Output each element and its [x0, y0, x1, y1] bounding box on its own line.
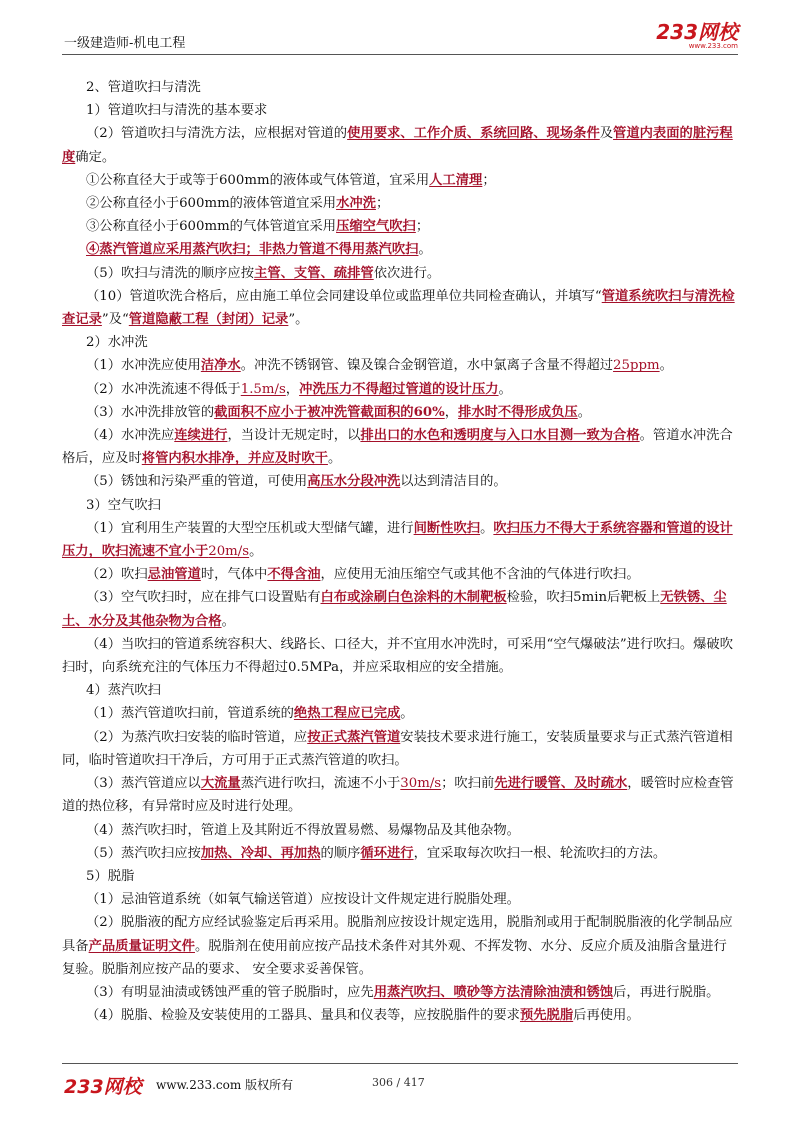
- key-point-text: 管道隐蔽工程（封闭）记录: [128, 312, 289, 328]
- text-run: 3）空气吹扫: [86, 497, 161, 513]
- text-run: 。冲洗不锈钢管、镍及镍合金钢管道，水中氯离子含量不得超过: [240, 358, 614, 374]
- text-run: （3）蒸汽管道应以: [86, 776, 201, 792]
- text-run: （1）忌油管道系统（如氧气输送管道）应按设计文件规定进行脱脂处理。: [86, 892, 520, 908]
- text-run: 。: [659, 358, 673, 374]
- text-run: ，暖管时应检查管道的热位移，有异常时应及时进行处理。: [62, 776, 734, 815]
- key-point-text: 冲洗压力不得超过管道的设计压力: [299, 381, 499, 397]
- text-run: （5）锈蚀和污染严重的管道，可使用: [86, 474, 308, 490]
- text-run: 确定。: [75, 149, 116, 165]
- paragraph: [62, 726, 738, 772]
- text-run: （4）水冲洗应: [86, 428, 175, 444]
- paragraph: [62, 679, 738, 702]
- key-point-text: 预先脱脂: [519, 1008, 574, 1024]
- text-run: ②公称直径小于600mm的液体管道宜采用: [86, 196, 337, 212]
- paragraph: [62, 819, 738, 842]
- page-header: [62, 22, 738, 55]
- text-run: 蒸汽进行吹扫，流速不小于: [240, 776, 401, 792]
- key-point-text: 压缩空气吹扫: [336, 219, 416, 235]
- text-run: （3）有明显油渍或锈蚀严重的管子脱脂时，应先: [86, 984, 374, 1000]
- key-point-text: 截面积不应小于被冲洗管截面积的60%: [214, 404, 445, 420]
- text-run: 1）管道吹扫与清洗的基本要求: [86, 103, 268, 119]
- paragraph: [62, 888, 738, 911]
- text-run: （1）宜利用生产装置的大型空压机或大型储气罐，进行: [86, 520, 414, 536]
- key-point-text: 绝热工程应已完成: [293, 706, 401, 722]
- text-run: 安装技术要求进行施工，安装质量要求与正式蒸汽管道相同，临时管道吹扫干净后，方可用于正式蒸汽管道的吹扫。: [62, 729, 733, 768]
- text-run: ；吹扫前: [441, 776, 495, 792]
- brand-logo: [656, 22, 738, 50]
- text-run: 的顺序: [320, 845, 361, 861]
- text-run: 后，再进行脱脂。: [613, 984, 720, 1000]
- paragraph: [62, 238, 738, 261]
- key-point-text: 连续进行: [174, 428, 228, 444]
- text-run: （2）为蒸汽吹扫安装的临时管道，应: [86, 729, 308, 745]
- document-body: [62, 76, 738, 1027]
- key-point-text: 25ppm: [613, 358, 660, 374]
- text-run: 。: [418, 242, 432, 258]
- text-run: （3）空气吹扫时，应在排气口设置贴有: [86, 590, 321, 606]
- text-run: （5）蒸汽吹扫应按: [86, 845, 201, 861]
- footer-copyright: www.233.com 版权所有: [156, 1078, 294, 1092]
- text-run: （10）管道吹洗合格后，应由施工单位会同建设单位或监理单位共同检查确认，并填写“: [86, 288, 602, 304]
- text-run: ③公称直径小于600mm的气体管道宜采用: [86, 219, 337, 235]
- text-run: 及: [599, 126, 614, 142]
- footer-logo: 233网校: [64, 1076, 142, 1098]
- text-run: 5）脱脂: [86, 868, 135, 884]
- text-run: （2）脱脂液的配方应经试验鉴定后再采用。脱脂剂应按设计规定选用，脱脂剂或用于配制脱脂液的化学制品应具备: [62, 915, 733, 954]
- text-run: 时，气体中: [200, 567, 268, 583]
- text-run: （4）当吹扫的管道系统容积大、线路长、口径大，并不宜用水冲洗时，可采用“空气爆破法”进行吹扫。爆破吹扫时，向系统充注的气体压力不得超过0.5MPa，并应采取相应的安全措施。: [62, 636, 734, 676]
- text-run: 。: [327, 451, 342, 467]
- paragraph: [62, 378, 738, 401]
- page-footer: [62, 1063, 738, 1100]
- text-run: 。: [577, 404, 591, 420]
- key-point-text: 无铁锈、尘土、水分及其他杂物为合格: [62, 590, 727, 629]
- key-point-text: 间断性吹扫: [413, 520, 481, 536]
- text-run: （3）水冲洗排放管的: [86, 404, 215, 420]
- logo-url: www.233.com: [688, 42, 738, 50]
- paragraph: [62, 563, 738, 586]
- key-point-text: 管道内表面的脏污程度: [62, 126, 733, 165]
- key-point-text: 排水时不得形成负压: [458, 404, 578, 420]
- text-run: 。管道水冲洗合格后，应及时: [62, 428, 733, 467]
- paragraph: [62, 633, 738, 679]
- key-point-text: 大流量: [200, 776, 241, 792]
- key-point-text: 排出口的水色和透明度与入口水目测一致为合格: [360, 428, 640, 444]
- text-run: ；: [482, 172, 496, 188]
- text-run: ；: [375, 196, 390, 212]
- text-run: ①公称直径大于或等于600mm的液体或气体管道，宜采用: [86, 172, 430, 188]
- key-point-text: 将管内积水排净，并应及时吹干: [141, 451, 328, 467]
- paragraph: [62, 772, 738, 818]
- text-run: （4）蒸汽吹扫时，管道上及其附近不得放置易燃、易爆物品及其他杂物。: [86, 822, 520, 838]
- header-title: 一级建造师-机电工程: [64, 36, 186, 51]
- key-point-text: 产品质量证明文件: [88, 938, 195, 954]
- paragraph: [62, 169, 738, 192]
- key-point-text: 不得含油: [267, 567, 321, 583]
- text-run: 2、管道吹扫与清洗: [86, 80, 201, 95]
- paragraph: [62, 401, 738, 424]
- paragraph: [62, 470, 738, 493]
- text-run: ，应使用无油压缩空气或其他不含油的气体进行吹扫。: [320, 567, 640, 583]
- key-point-text: 循环进行: [360, 845, 414, 861]
- key-point-text: ④蒸汽管道应采用蒸汽吹扫；非热力管道不得用蒸汽吹扫: [86, 242, 419, 258]
- text-run: （5）吹扫与清洗的顺序应按: [86, 265, 255, 281]
- key-point-text: 30m/s: [400, 776, 442, 792]
- paragraph: [62, 865, 738, 888]
- text-run: 2）水冲洗: [86, 335, 148, 351]
- text-run: ，: [444, 404, 459, 420]
- text-run: （2）管道吹扫与清洗方法，应根据对管道的: [86, 126, 348, 142]
- text-run: 以达到清洁目的。: [400, 474, 507, 490]
- key-point-text: 高压水分段冲洗: [307, 474, 401, 490]
- paragraph: [62, 331, 738, 354]
- text-run: （2）水冲洗流速不得低于: [86, 381, 241, 397]
- paragraph: [62, 215, 738, 238]
- key-point-text: 洁净水: [200, 358, 241, 374]
- key-point-text: 吹扫压力不得大于系统容器和管道的设计压力，吹扫流速不宜小于: [62, 520, 733, 560]
- key-point-text: 主管、支管、疏排管: [254, 265, 374, 281]
- key-point-text: 按正式蒸汽管道: [307, 729, 401, 745]
- paragraph: [62, 911, 738, 981]
- key-point-text: 加热、冷却、再加热: [200, 845, 321, 861]
- paragraph: [62, 424, 738, 470]
- key-point-text: 忌油管道: [147, 567, 201, 583]
- text-run: （2）吹扫: [86, 567, 148, 583]
- text-run: 检验，吹扫5min后靶板上: [506, 590, 661, 606]
- key-point-text: 1.5m/s: [240, 381, 286, 397]
- text-run: （1）水冲洗应使用: [86, 358, 201, 374]
- text-run: ”及“: [101, 312, 129, 328]
- paragraph: [62, 494, 738, 517]
- text-run: ，: [285, 381, 300, 397]
- paragraph: [62, 192, 738, 215]
- paragraph: [62, 262, 738, 285]
- paragraph: [62, 122, 738, 168]
- paragraph: [62, 842, 738, 865]
- paragraph: [62, 981, 738, 1004]
- paragraph: [62, 99, 738, 122]
- text-run: 4）蒸汽吹扫: [86, 683, 161, 699]
- text-run: 。: [221, 613, 235, 629]
- page-number: 306 / 417: [372, 1076, 425, 1089]
- paragraph: [62, 586, 738, 632]
- paragraph: [62, 76, 738, 99]
- text-run: （4）脱脂、检验及安装使用的工器具、量具和仪表等，应按脱脂件的要求: [86, 1008, 520, 1024]
- key-point-text: 使用要求、工作介质、系统回路、现场条件: [347, 126, 600, 142]
- key-point-text: 白布或涂刷白色涂料的木制靶板: [320, 590, 507, 606]
- text-run: ；: [415, 219, 430, 235]
- text-run: ”。: [288, 312, 309, 328]
- logo-text: 233网校: [656, 20, 738, 44]
- text-run: （1）蒸汽管道吹扫前，管道系统的: [86, 706, 294, 722]
- text-run: 。: [400, 706, 414, 722]
- text-run: ，当设计无规定时，以: [227, 428, 361, 444]
- key-point-text: 20m/s: [208, 544, 250, 560]
- key-point-text: 水冲洗: [336, 196, 376, 212]
- key-point-text: 用蒸汽吹扫、喷砂等方法清除油渍和锈蚀: [373, 984, 614, 1000]
- paragraph: [62, 354, 738, 377]
- text-run: 后再使用。: [573, 1008, 640, 1024]
- text-run: 。: [249, 544, 263, 560]
- text-run: 依次进行。: [373, 265, 441, 281]
- key-point-text: 人工清理: [429, 172, 483, 188]
- text-run: ，宜采取每次吹扫一根、轮流吹扫的方法。: [413, 845, 667, 861]
- key-point-text: 管道系统吹扫与清洗检查记录: [62, 288, 735, 328]
- text-run: 。: [480, 520, 494, 536]
- key-point-text: 先进行暖管、及时疏水: [494, 776, 628, 792]
- paragraph: [62, 702, 738, 725]
- paragraph: [62, 285, 738, 331]
- paragraph: [62, 517, 738, 563]
- text-run: 。脱脂剂在使用前应按产品技术条件对其外观、不挥发物、水分、反应介质及油脂含量进行复验。脱脂剂应按产品的要求、 安全要求妥善保管。: [62, 938, 727, 977]
- paragraph: [62, 1004, 738, 1027]
- text-run: 。: [498, 381, 512, 397]
